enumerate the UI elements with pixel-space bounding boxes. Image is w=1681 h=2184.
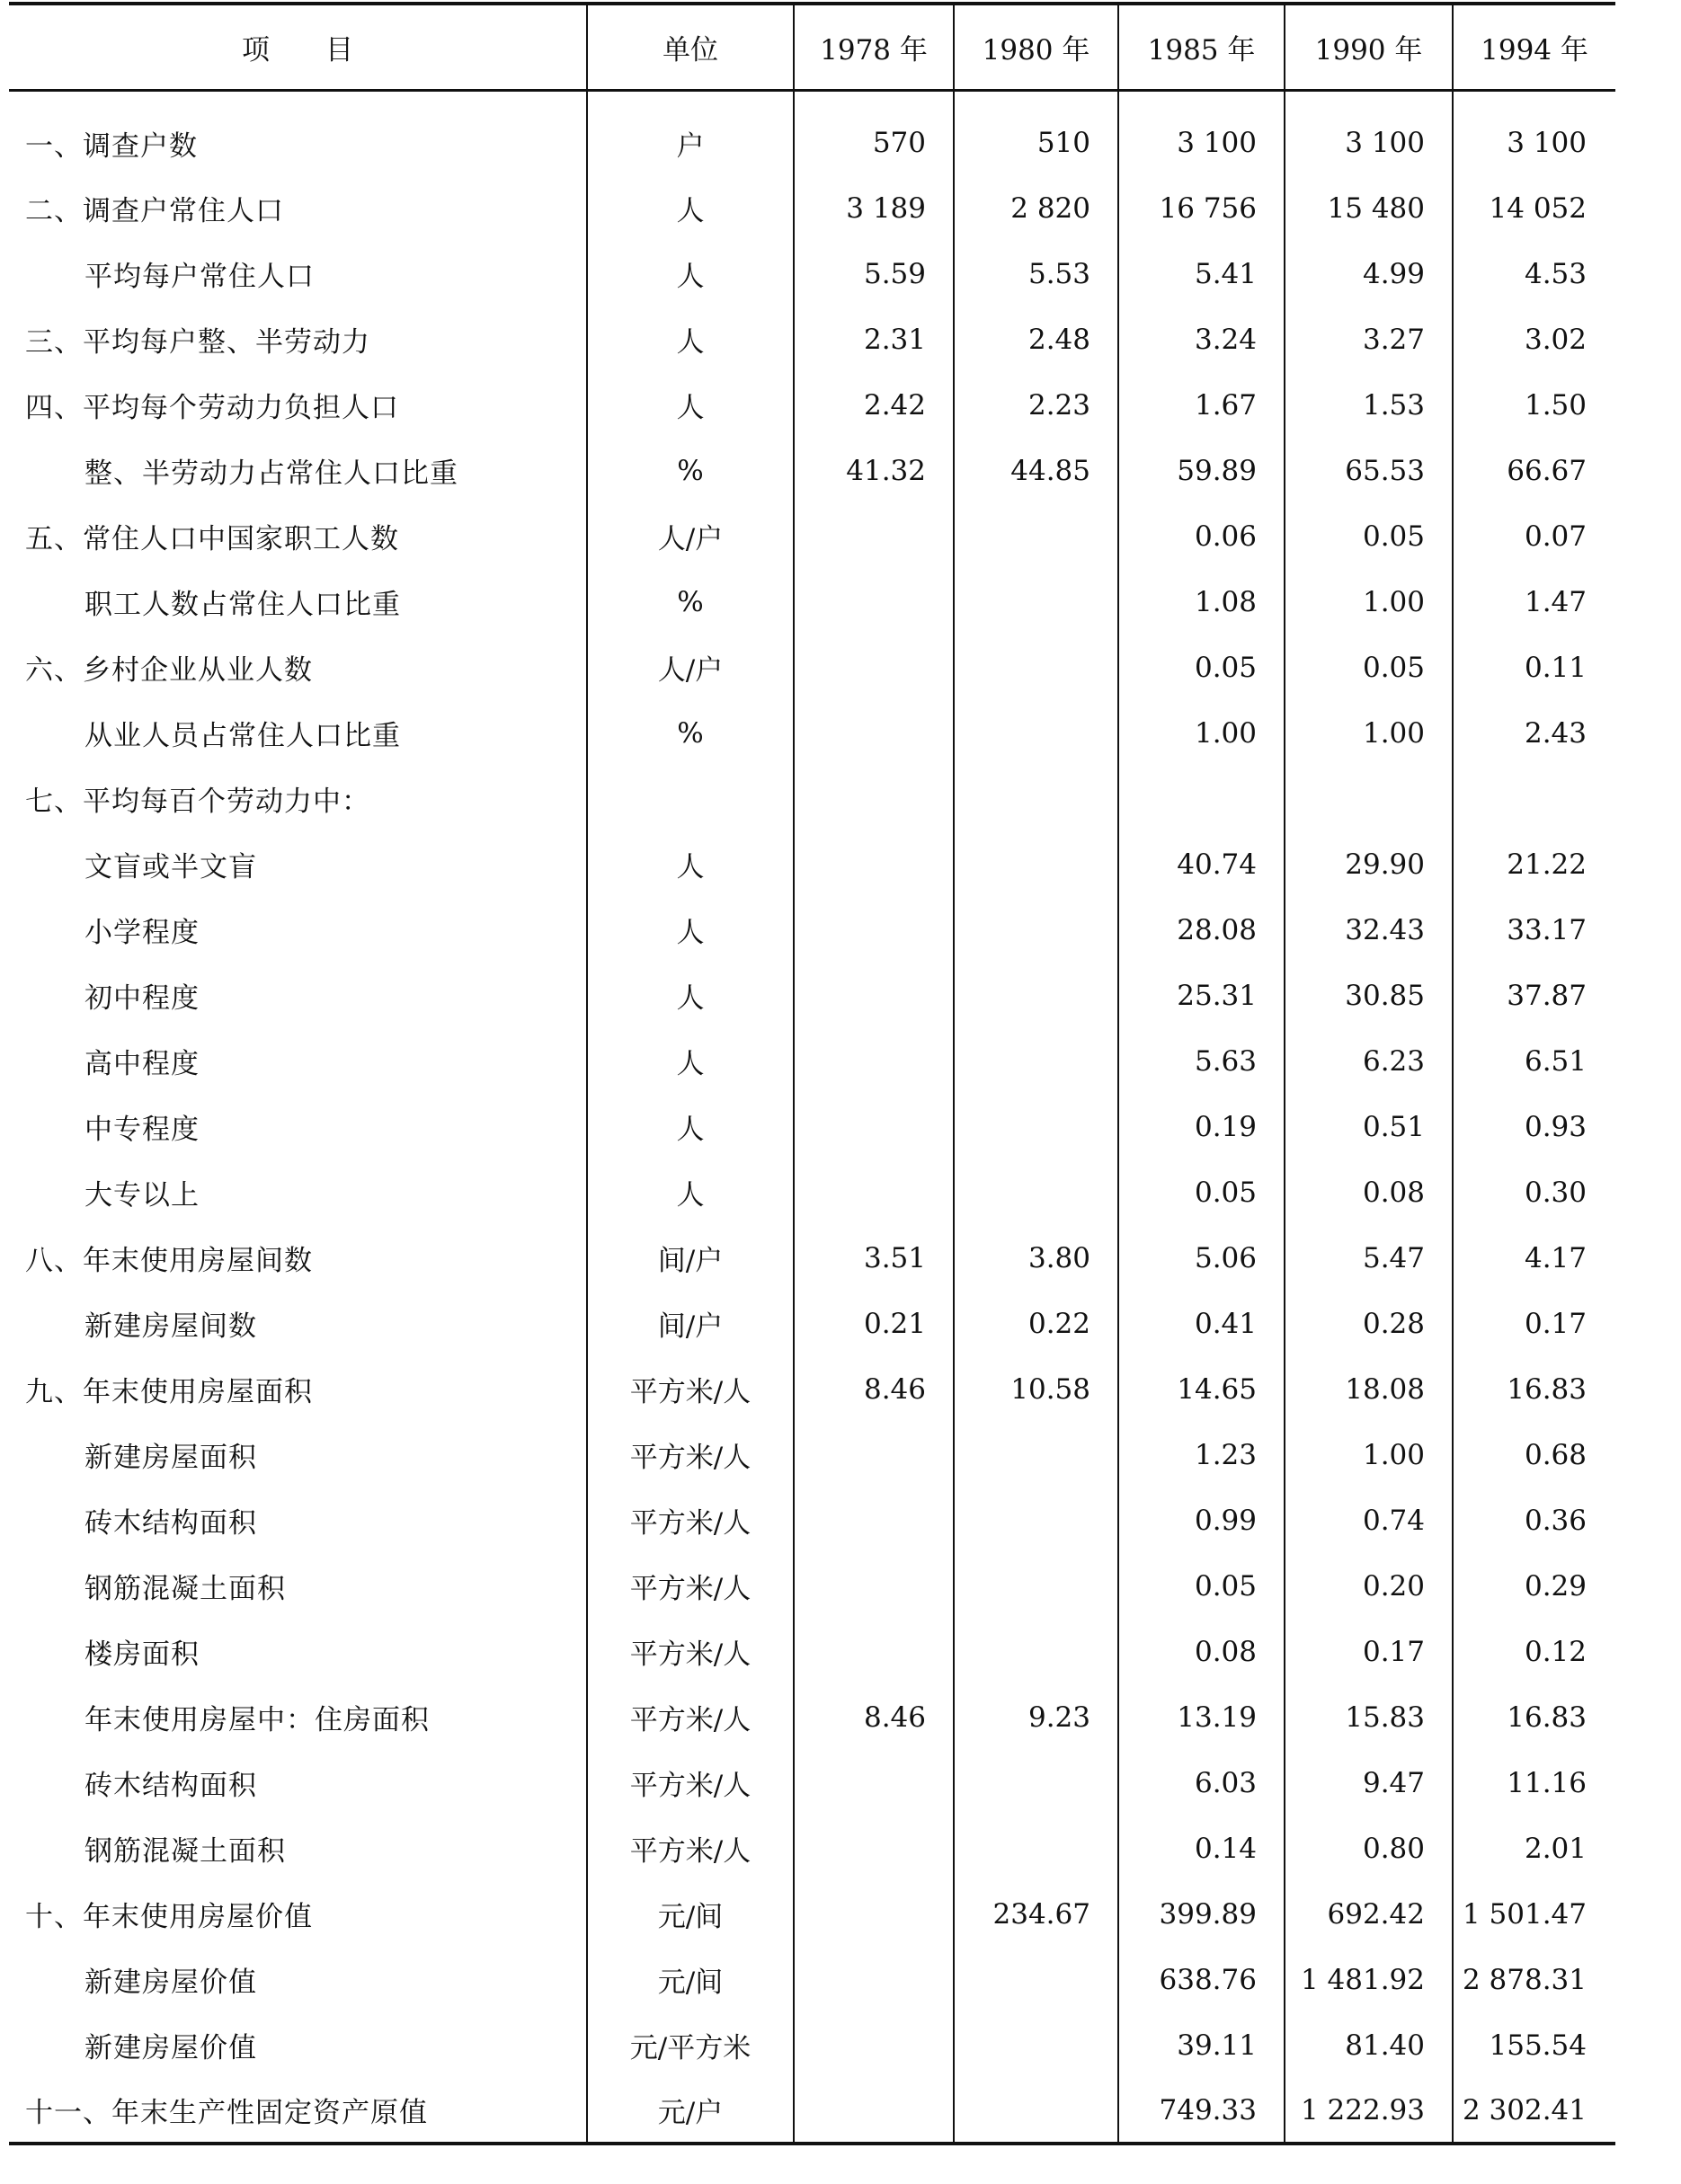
row-item-label: 六、乡村企业从业人数: [25, 654, 313, 687]
row-value-1990: 0.80: [1285, 1816, 1453, 1881]
header-item: 项 目: [9, 4, 587, 90]
row-value-1994: 1.50: [1453, 372, 1615, 438]
header-1980: 1980 年: [954, 4, 1118, 90]
table-row: [9, 1684, 1615, 1750]
statistics-table: [9, 2, 1615, 2145]
row-item-label: 砖木结构面积: [84, 1770, 257, 1802]
row-value-1980: [954, 1750, 1118, 1816]
row-value-1994: 155.54: [1453, 2012, 1615, 2078]
row-value-1978: [794, 1094, 954, 1159]
row-item-label: 钢筋混凝土面积: [84, 1835, 286, 1868]
row-unit: 户: [587, 90, 794, 175]
row-value-1978: [794, 700, 954, 766]
row-unit: 间/户: [587, 1291, 794, 1356]
table-row: [9, 1881, 1615, 1947]
row-item-label: 楼房面积: [84, 1638, 200, 1671]
row-unit: 人: [587, 831, 794, 897]
row-value-1978: [794, 1028, 954, 1094]
row-value-1978: 8.46: [794, 1356, 954, 1422]
row-unit: 平方米/人: [587, 1684, 794, 1750]
table-row: [9, 1356, 1615, 1422]
row-value-1980: [954, 1816, 1118, 1881]
table-row: [9, 372, 1615, 438]
table-row: [9, 2078, 1615, 2144]
row-value-1990: 9.47: [1285, 1750, 1453, 1816]
row-value-1985: 749.33: [1118, 2078, 1285, 2144]
table-row: [9, 438, 1615, 503]
row-value-1990: 1 222.93: [1285, 2078, 1453, 2144]
row-item-label: 中专程度: [84, 1114, 200, 1146]
row-value-1980: 2.23: [954, 372, 1118, 438]
table-row: [9, 1291, 1615, 1356]
header-1990: 1990 年: [1285, 4, 1453, 90]
table-row: [9, 1947, 1615, 2012]
row-value-1978: 8.46: [794, 1684, 954, 1750]
row-value-1985: 0.08: [1118, 1619, 1285, 1684]
row-value-1980: [954, 1094, 1118, 1159]
row-value-1980: 510: [954, 90, 1118, 175]
row-value-1994: 14 052: [1453, 175, 1615, 241]
row-value-1985: 0.05: [1118, 635, 1285, 700]
row-value-1980: 3.80: [954, 1225, 1118, 1291]
row-value-1978: [794, 1881, 954, 1947]
table-row: [9, 1159, 1615, 1225]
row-value-1980: 5.53: [954, 241, 1118, 306]
row-value-1990: 30.85: [1285, 963, 1453, 1028]
row-item-label: 整、半劳动力占常住人口比重: [84, 457, 458, 490]
row-unit: 人: [587, 175, 794, 241]
row-value-1978: 3 189: [794, 175, 954, 241]
row-value-1990: 692.42: [1285, 1881, 1453, 1947]
row-value-1990: 1.53: [1285, 372, 1453, 438]
row-item-label: 五、常住人口中国家职工人数: [25, 523, 399, 555]
row-value-1978: [794, 2012, 954, 2078]
row-value-1985: 0.05: [1118, 1553, 1285, 1619]
row-unit: 平方米/人: [587, 1487, 794, 1553]
row-value-1990: 1 481.92: [1285, 1947, 1453, 2012]
table-row: [9, 241, 1615, 306]
header-unit: 单位: [587, 4, 794, 90]
row-unit: 人: [587, 897, 794, 963]
row-value-1980: [954, 1422, 1118, 1487]
row-value-1985: 6.03: [1118, 1750, 1285, 1816]
table-row: [9, 831, 1615, 897]
row-unit: 元/户: [587, 2078, 794, 2144]
row-value-1985: 0.41: [1118, 1291, 1285, 1356]
table-row: [9, 897, 1615, 963]
table-row: [9, 503, 1615, 569]
row-unit: 元/平方米: [587, 2012, 794, 2078]
row-value-1985: 25.31: [1118, 963, 1285, 1028]
row-value-1985: 1.23: [1118, 1422, 1285, 1487]
row-value-1985: 0.05: [1118, 1159, 1285, 1225]
row-value-1994: 16.83: [1453, 1356, 1615, 1422]
row-item-label: 年末使用房屋中：住房面积: [84, 1704, 430, 1736]
table-row: [9, 1422, 1615, 1487]
row-value-1994: 0.93: [1453, 1094, 1615, 1159]
row-unit: 平方米/人: [587, 1356, 794, 1422]
row-item-label: 新建房屋间数: [84, 1310, 257, 1343]
row-value-1980: [954, 569, 1118, 635]
row-item-label: 钢筋混凝土面积: [84, 1573, 286, 1605]
row-value-1994: 4.53: [1453, 241, 1615, 306]
table-row: [9, 1619, 1615, 1684]
table-row: [9, 700, 1615, 766]
row-value-1985: 5.06: [1118, 1225, 1285, 1291]
row-value-1980: 2.48: [954, 306, 1118, 372]
table-row: [9, 963, 1615, 1028]
row-value-1990: 65.53: [1285, 438, 1453, 503]
row-value-1985: 5.41: [1118, 241, 1285, 306]
row-value-1990: [1285, 766, 1453, 831]
row-value-1994: 0.30: [1453, 1159, 1615, 1225]
row-item-label: 十、年末使用房屋价值: [25, 1901, 313, 1933]
row-value-1985: 1.00: [1118, 700, 1285, 766]
row-unit: 间/户: [587, 1225, 794, 1291]
row-item-label: 十一、年末生产性固定资产原值: [9, 2078, 587, 2144]
row-value-1994: 1.47: [1453, 569, 1615, 635]
table-row: [9, 1816, 1615, 1881]
row-unit: 元/间: [587, 1881, 794, 1947]
row-value-1978: 41.32: [794, 438, 954, 503]
row-item-label: 从业人员占常住人口比重: [84, 720, 401, 752]
row-value-1978: [794, 963, 954, 1028]
table-row: [9, 635, 1615, 700]
row-value-1978: [794, 503, 954, 569]
row-value-1994: 0.29: [1453, 1553, 1615, 1619]
row-unit: 平方米/人: [587, 1553, 794, 1619]
row-value-1994: 0.17: [1453, 1291, 1615, 1356]
row-value-1978: [794, 766, 954, 831]
row-value-1985: 13.19: [1118, 1684, 1285, 1750]
row-unit: 人/户: [587, 503, 794, 569]
row-value-1980: 9.23: [954, 1684, 1118, 1750]
row-value-1980: 44.85: [954, 438, 1118, 503]
row-value-1990: 6.23: [1285, 1028, 1453, 1094]
row-value-1978: 5.59: [794, 241, 954, 306]
row-value-1990: 0.20: [1285, 1553, 1453, 1619]
row-value-1990: 0.05: [1285, 635, 1453, 700]
row-item-label: 平均每户常住人口: [84, 261, 315, 293]
row-value-1980: [954, 700, 1118, 766]
row-value-1990: 15.83: [1285, 1684, 1453, 1750]
row-value-1978: [794, 1422, 954, 1487]
row-value-1980: 10.58: [954, 1356, 1118, 1422]
row-value-1994: 16.83: [1453, 1684, 1615, 1750]
table-row: [9, 1028, 1615, 1094]
row-value-1994: 37.87: [1453, 963, 1615, 1028]
row-value-1994: 0.11: [1453, 635, 1615, 700]
row-unit: 人: [587, 1094, 794, 1159]
row-value-1980: [954, 635, 1118, 700]
row-value-1978: [794, 1619, 954, 1684]
row-item-label: 文盲或半文盲: [84, 851, 257, 883]
row-value-1980: [954, 1028, 1118, 1094]
row-value-1990: 1.00: [1285, 1422, 1453, 1487]
row-unit: 人: [587, 306, 794, 372]
row-value-1980: [954, 2012, 1118, 2078]
row-value-1980: [954, 831, 1118, 897]
row-item-label: 九、年末使用房屋面积: [25, 1376, 313, 1408]
row-value-1990: 0.05: [1285, 503, 1453, 569]
header-1985: 1985 年: [1118, 4, 1285, 90]
row-value-1978: [794, 1750, 954, 1816]
row-value-1980: 2 820: [954, 175, 1118, 241]
row-item-label: 新建房屋面积: [84, 1442, 257, 1474]
table-row: [9, 1225, 1615, 1291]
row-value-1980: [954, 1619, 1118, 1684]
row-value-1980: [954, 1487, 1118, 1553]
row-value-1994: 4.17: [1453, 1225, 1615, 1291]
row-unit: %: [587, 700, 794, 766]
row-value-1994: 2 878.31: [1453, 1947, 1615, 2012]
row-value-1990: 1.00: [1285, 700, 1453, 766]
row-value-1980: [954, 503, 1118, 569]
row-item-label: 四、平均每个劳动力负担人口: [25, 392, 399, 424]
row-value-1980: 0.22: [954, 1291, 1118, 1356]
row-value-1978: [794, 897, 954, 963]
row-value-1990: 0.74: [1285, 1487, 1453, 1553]
row-value-1985: 0.06: [1118, 503, 1285, 569]
row-value-1994: 3 100: [1453, 90, 1615, 175]
row-item-label: 砖木结构面积: [84, 1507, 257, 1540]
row-value-1990: 3 100: [1285, 90, 1453, 175]
table-row: [9, 1487, 1615, 1553]
row-unit: 人: [587, 1028, 794, 1094]
row-value-1980: [954, 1947, 1118, 2012]
row-value-1985: 1.67: [1118, 372, 1285, 438]
table-row: [9, 1553, 1615, 1619]
header-row: [9, 4, 1615, 90]
row-item-label: 新建房屋价值: [84, 2032, 257, 2064]
row-item-label: 二、调查户常住人口: [25, 195, 284, 227]
row-value-1985: 39.11: [1118, 2012, 1285, 2078]
row-item-label: 一、调查户数: [25, 129, 198, 163]
row-value-1994: 0.12: [1453, 1619, 1615, 1684]
row-value-1994: 11.16: [1453, 1750, 1615, 1816]
table-row: [9, 175, 1615, 241]
row-value-1990: 5.47: [1285, 1225, 1453, 1291]
row-item-label: 新建房屋价值: [84, 1966, 257, 1999]
row-value-1978: [794, 831, 954, 897]
row-item-label: 高中程度: [84, 1048, 200, 1080]
row-item-label: 小学程度: [84, 917, 200, 949]
row-value-1994: 66.67: [1453, 438, 1615, 503]
row-value-1978: [794, 1159, 954, 1225]
row-item-label: 职工人数占常住人口比重: [84, 589, 401, 621]
table-body: [9, 90, 1615, 2144]
row-value-1980: 234.67: [954, 1881, 1118, 1947]
table-row: [9, 569, 1615, 635]
row-item-label: 七、平均每百个劳动力中：: [25, 786, 370, 818]
row-unit: 平方米/人: [587, 1422, 794, 1487]
row-value-1985: 5.63: [1118, 1028, 1285, 1094]
row-value-1990: 0.28: [1285, 1291, 1453, 1356]
row-value-1990: 18.08: [1285, 1356, 1453, 1422]
row-item-label: 初中程度: [84, 982, 200, 1015]
row-value-1994: 3.02: [1453, 306, 1615, 372]
row-value-1985: [1118, 766, 1285, 831]
row-value-1985: 638.76: [1118, 1947, 1285, 2012]
row-value-1994: 6.51: [1453, 1028, 1615, 1094]
row-value-1985: 0.99: [1118, 1487, 1285, 1553]
row-value-1978: [794, 635, 954, 700]
row-value-1978: 0.21: [794, 1291, 954, 1356]
header-1978: 1978 年: [794, 4, 954, 90]
row-value-1985: 399.89: [1118, 1881, 1285, 1947]
table-row: [9, 306, 1615, 372]
row-unit: 人: [587, 241, 794, 306]
row-value-1990: 3.27: [1285, 306, 1453, 372]
row-value-1994: 0.68: [1453, 1422, 1615, 1487]
row-value-1980: [954, 963, 1118, 1028]
row-value-1994: 21.22: [1453, 831, 1615, 897]
row-value-1990: 1.00: [1285, 569, 1453, 635]
row-unit: 平方米/人: [587, 1816, 794, 1881]
row-value-1990: 0.08: [1285, 1159, 1453, 1225]
row-value-1985: 3 100: [1118, 90, 1285, 175]
row-unit: 人: [587, 1159, 794, 1225]
table-row: [9, 90, 1615, 175]
row-item-label: 大专以上: [84, 1179, 200, 1212]
row-value-1994: 2.01: [1453, 1816, 1615, 1881]
row-value-1994: 0.36: [1453, 1487, 1615, 1553]
row-value-1980: [954, 897, 1118, 963]
row-value-1994: [1453, 766, 1615, 831]
row-unit: 人: [587, 372, 794, 438]
row-unit: 元/间: [587, 1947, 794, 2012]
row-value-1990: 29.90: [1285, 831, 1453, 897]
row-value-1994: 0.07: [1453, 503, 1615, 569]
row-value-1978: [794, 1947, 954, 2012]
row-value-1985: 59.89: [1118, 438, 1285, 503]
row-unit: 平方米/人: [587, 1619, 794, 1684]
row-value-1985: 14.65: [1118, 1356, 1285, 1422]
row-value-1994: 1 501.47: [1453, 1881, 1615, 1947]
row-item-label: 八、年末使用房屋间数: [25, 1245, 313, 1277]
row-value-1990: 15 480: [1285, 175, 1453, 241]
row-value-1978: 2.31: [794, 306, 954, 372]
row-unit: 人: [587, 963, 794, 1028]
row-value-1978: 570: [794, 90, 954, 175]
row-value-1994: 33.17: [1453, 897, 1615, 963]
row-value-1990: 32.43: [1285, 897, 1453, 963]
row-value-1978: [794, 569, 954, 635]
row-value-1980: [954, 2078, 1118, 2144]
row-value-1985: 40.74: [1118, 831, 1285, 897]
row-value-1980: [954, 766, 1118, 831]
row-value-1980: [954, 1159, 1118, 1225]
row-value-1978: [794, 1553, 954, 1619]
row-value-1985: 16 756: [1118, 175, 1285, 241]
row-value-1990: 0.17: [1285, 1619, 1453, 1684]
row-value-1985: 3.24: [1118, 306, 1285, 372]
row-value-1978: [794, 2078, 954, 2144]
row-item-label: 三、平均每户整、半劳动力: [25, 326, 370, 359]
table-row: [9, 2012, 1615, 2078]
row-value-1985: 0.14: [1118, 1816, 1285, 1881]
row-unit: [587, 766, 794, 831]
row-value-1978: [794, 1487, 954, 1553]
row-value-1978: 2.42: [794, 372, 954, 438]
row-value-1994: 2 302.41: [1453, 2078, 1615, 2144]
row-unit: %: [587, 438, 794, 503]
row-value-1990: 0.51: [1285, 1094, 1453, 1159]
row-value-1978: 3.51: [794, 1225, 954, 1291]
table-row: [9, 1094, 1615, 1159]
table-row: [9, 1750, 1615, 1816]
row-value-1980: [954, 1553, 1118, 1619]
row-value-1990: 4.99: [1285, 241, 1453, 306]
row-unit: 人/户: [587, 635, 794, 700]
row-value-1978: [794, 1816, 954, 1881]
row-value-1985: 1.08: [1118, 569, 1285, 635]
row-unit: %: [587, 569, 794, 635]
table-row: [9, 766, 1615, 831]
row-value-1990: 81.40: [1285, 2012, 1453, 2078]
row-unit: 平方米/人: [587, 1750, 794, 1816]
row-value-1985: 0.19: [1118, 1094, 1285, 1159]
row-value-1994: 2.43: [1453, 700, 1615, 766]
header-1994: 1994 年: [1453, 4, 1615, 90]
table-header: [9, 4, 1615, 90]
row-value-1985: 28.08: [1118, 897, 1285, 963]
